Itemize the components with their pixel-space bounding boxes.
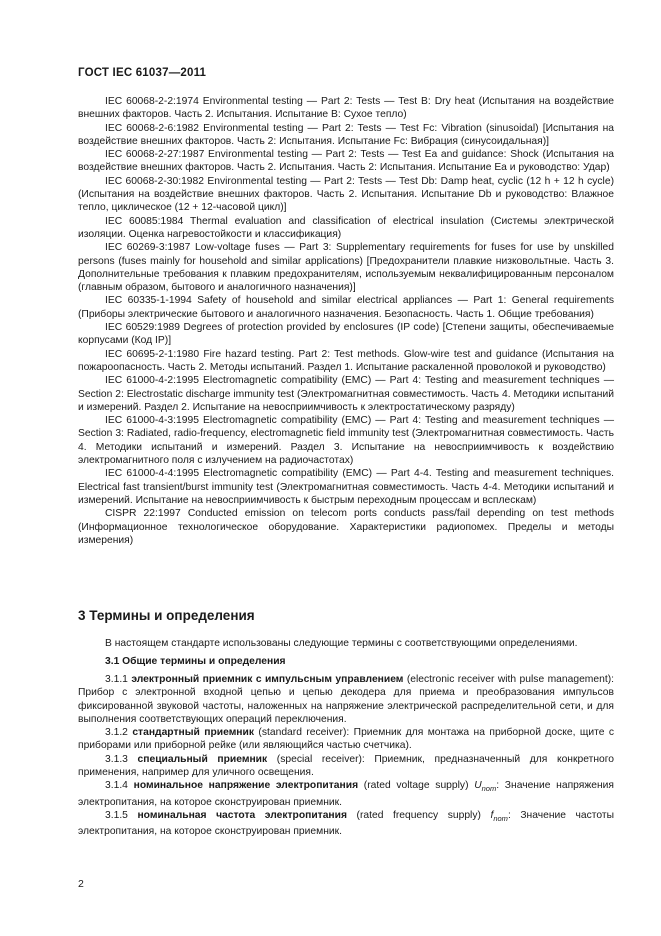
symbol: f <box>490 810 494 822</box>
definition-text: (standard receiver): Приемник для монтажа на приборной доске, щите с приборами или приборной рейке (или являющийся частью счетчика). <box>78 727 614 752</box>
definition-number: 3.1.3 <box>105 753 128 765</box>
reference-item: IEC 61000-4-4:1995 Electromagnetic compatibility (EMC) — Part 4-4. Testing and measurement techniques. Electrical fast transient/burst immunity test (Электромагнитная совместимость. Часть 4-4. Методики испытаний и измерений. Испытание на невосприимчивость к быстрым переходным процессам и всплескам) <box>78 468 614 506</box>
reference-item: IEC 61000-4-3:1995 Electromagnetic compatibility (EMC) — Part 4: Testing and measurement techniques — Section 3: Radiated, radio-frequency, electromagnetic field immunity test (Электромагнитная совместимость. Часть 4. Методики испытаний и измерений. Раздел 3. Испытание на невосприимчивость к воздействию электромагнитного поля с излучением на радиочастотах) <box>78 415 614 467</box>
definition-term: стандартный приемник <box>132 727 255 739</box>
definition-text: : Значение частоты электропитания, на которое сконструирован приемник. <box>78 810 614 838</box>
definition-item <box>78 673 614 726</box>
reference-item: IEC 60068-2-6:1982 Environmental testing — Part 2: Tests — Test Fc: Vibration (sinusoidal) [Испытания на воздействие внешних факторов. Часть 2: Испытания. Испытание Fc: Вибрация (синусоидальная)] <box>78 122 614 147</box>
definition-term: специальный приемник <box>137 753 268 765</box>
definition-term: номинальное напряжение электропитания <box>133 780 359 792</box>
symbol-subscript: nom <box>481 784 497 794</box>
reference-item: IEC 60068-2-27:1987 Environmental testing — Part 2: Tests — Test Ea and guidance: Shock (Испытания на воздействие внешних факторов. Часть 2. Испытания. Часть 2: Испытания. Испытание Еа и руководство: Удар) <box>78 149 614 174</box>
reference-item: IEC 60335-1-1994 Safety of household and similar electrical appliances — Part 1: General requirements (Приборы электрические бытового и аналогичного назначения. Безопасность. Часть 1. Общие требования) <box>78 295 614 320</box>
definition-number: 3.1.4 <box>105 780 128 792</box>
definition-item <box>78 726 614 753</box>
definition-item <box>78 779 614 809</box>
reference-item: CISPR 22:1997 Conducted emission on telecom ports conducts pass/fail depending on test methods (Информационное технологическое оборудование. Характеристики радиопомех. Пределы и методы измерения) <box>78 508 614 546</box>
symbol: U <box>474 780 482 792</box>
definition-text: (electronic receiver with pulse management): Прибор с электронной входной цепью и цепью декодера для приема и преобразования импульсов фиксированной звуковой частоты, наложенных на напряжение электрической распределительной сети, и для выполнения соответствующих операций переключения. <box>78 674 614 725</box>
reference-item: IEC 60068-2-30:1982 Environmental testing — Part 2: Tests — Test Db: Damp heat, cyclic (12 h + 12 h cycle) (Испытания на воздействие внешних факторов. Часть 2. Испытания. Испытание Db и руководство: Влажное тепло, циклическое (12 + 12-часовой цикл)] <box>78 175 614 214</box>
subsection-heading <box>78 655 614 668</box>
definition-text: (special receiver): Приемник, предназначенный для конкретного применения, например для уличного освещения. <box>78 753 614 779</box>
page-number: 2 <box>78 878 84 890</box>
definition-text: (rated frequency supply) <box>346 810 491 822</box>
definition-item <box>78 753 614 780</box>
definition-text: : Значение напряжения электропитания, на которое сконструирован приемник. <box>78 780 614 808</box>
definitions-list <box>78 673 614 839</box>
definition-number: 3.1.5 <box>105 810 128 822</box>
reference-item: IEC 60085:1984 Thermal evaluation and classification of electrical insulation (Системы электрической изоляции. Оценка нагревостойкости и классификация) <box>78 215 614 240</box>
reference-item: IEC 60269-3:1987 Low-voltage fuses — Part 3: Supplementary requirements for fuses for use by unskilled persons (fuses mainly for household and similar applications) [Предохранители плавкие низковольтные. Часть 3. Дополнительные требования к плавким предохранителям, используемым неквалифицированным персоналом (главным образом, бытового и аналогичного назначения)] <box>78 242 614 294</box>
definition-number: 3.1.1 <box>105 674 128 685</box>
definition-number: 3.1.2 <box>105 727 128 739</box>
symbol-subscript: nom <box>493 814 508 824</box>
definition-term: номинальная частота электропитания <box>137 810 347 822</box>
subsection-title: 3.1 Общие термины и определения <box>105 656 286 667</box>
intro-paragraph: В настоящем стандарте использованы следующие термины с соответствующими определениями. <box>105 638 578 649</box>
definition-item <box>78 809 614 839</box>
definition-text: (rated voltage supply) <box>358 780 475 792</box>
reference-item: IEC 60529:1989 Degrees of protection provided by enclosures (IP code) [Степени защиты, обеспечиваемые корпусами (Код IP)] <box>78 322 614 347</box>
section-intro <box>78 637 614 650</box>
document-header: ГОСТ IEC 61037—2011 <box>78 67 207 79</box>
definition-term: электронный приемник с импульсным управлением <box>131 674 404 685</box>
reference-item: IEC 61000-4-2:1995 Electromagnetic compatibility (EMC) — Part 4: Testing and measurement techniques — Section 2: Electrostatic discharge immunity test (Электромагнитная совместимость. Часть 4. Методики испытаний и измерений. Раздел 2. Испытание на невосприимчивость к электростатическому разряду) <box>78 375 614 413</box>
reference-item: IEC 60068-2-2:1974 Environmental testing — Part 2: Tests — Test B: Dry heat (Испытания на воздействие внешних факторов. Часть 2. Испытания. Испытание В: Сухое тепло) <box>78 96 614 121</box>
normative-references-list <box>78 95 614 547</box>
section-title: 3 Термины и определения <box>78 608 255 623</box>
reference-item: IEC 60695-2-1:1980 Fire hazard testing. Part 2: Test methods. Glow-wire test and guidance (Испытания на пожароопасность. Часть 2. Методы испытаний. Раздел 1. Испытание раскаленной проволокой и руководство) <box>78 348 614 373</box>
